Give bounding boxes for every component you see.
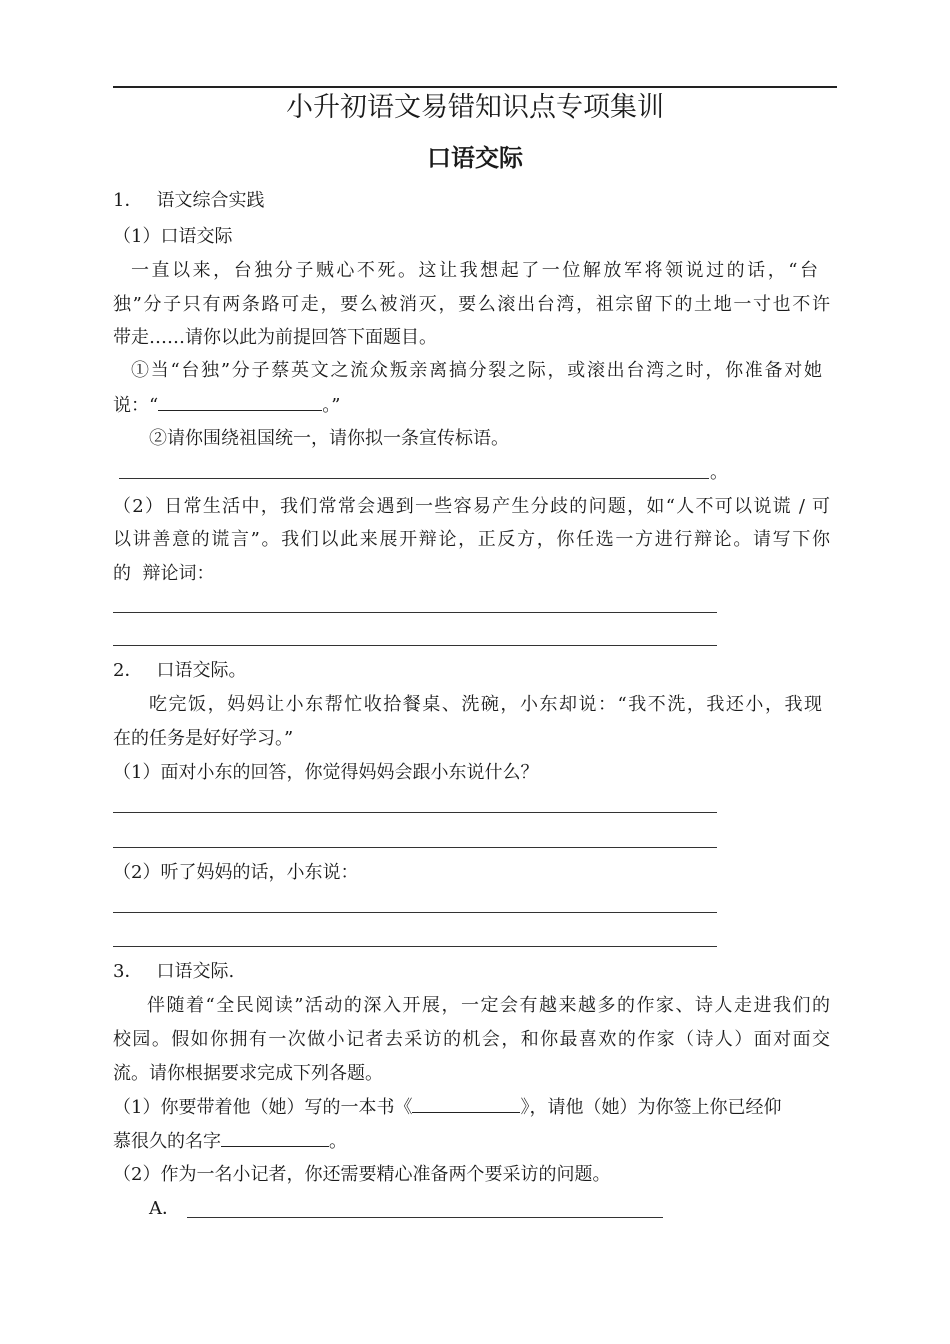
q3-passage-line-3: 流。请你根据要求完成下列各题。 — [113, 1063, 383, 1084]
q3-title — [113, 959, 234, 985]
q1-item1-line-1: ①当“台独”分子蔡英文之流众叛亲离搞分裂之际，或滚出台湾之时，你准备对她 — [131, 360, 822, 381]
q1-part1-label: （1）口语交际 — [113, 226, 233, 247]
q1-title — [113, 188, 264, 214]
q2-part1-answer-line-2[interactable] — [113, 847, 717, 848]
q2-part1: （1）面对小东的回答，你觉得妈妈会跟小东说什么？ — [113, 762, 539, 783]
q3-option-a-answer-line[interactable] — [187, 1217, 663, 1218]
q3-number: 3． — [113, 961, 143, 982]
q1-number: 1． — [113, 190, 143, 211]
q1-part2-line-1: （2）日常生活中，我们常常会遇到一些容易产生分歧的问题，如“人不可以说谎 / 可 — [113, 496, 830, 517]
q2-number: 2． — [113, 660, 143, 681]
q1-passage-line-1: 一直以来，台独分子贼心不死。这让我想起了一位解放军将领说过的话，“台 — [131, 260, 818, 281]
header-rule — [113, 86, 837, 88]
q1-item2-end: 。 — [710, 462, 728, 483]
q2-part2-answer-line-2[interactable] — [113, 946, 717, 947]
q1-passage-line-3: 带走……请你以此为前提回答下面题目。 — [113, 327, 437, 348]
q3-part2: （2）作为一名小记者，你还需要精心准备两个要采访的问题。 — [113, 1164, 611, 1185]
q3-name-blank[interactable] — [221, 1128, 329, 1147]
q3-part1-line-1: （1）你要带着他（她）写的一本书《 》，请他（她）为你签上你已经仰 — [113, 1094, 781, 1121]
page-title: 小升初语文易错知识点专项集训 — [286, 92, 664, 123]
q3-heading: 口语交际. — [156, 961, 235, 982]
q2-heading: 口语交际。 — [156, 660, 247, 681]
q1-part2-line-3: 的 辩论词： — [113, 563, 215, 584]
q1-answer-line-1[interactable] — [113, 612, 717, 613]
page-subtitle: 口语交际 — [427, 144, 523, 172]
q3-option-a-label: A． — [149, 1198, 180, 1219]
q1-answer-line-2[interactable] — [113, 645, 717, 646]
q1-item2: ②请你围绕祖国统一，请你拟一条宣传标语。 — [149, 428, 509, 449]
q2-title — [113, 658, 246, 684]
q1-item1-line-2: 说：“ 。” — [113, 392, 340, 419]
q1-passage-line-2: 独”分子只有两条路可走，要么被消灭，要么滚出台湾，祖宗留下的土地一寸也不许 — [113, 294, 830, 315]
q2-passage-line-2: 在的任务是好好学习。” — [113, 728, 294, 749]
q1-heading: 语文综合实践 — [156, 190, 265, 211]
q2-part2: （2）听了妈妈的话，小东说： — [113, 862, 359, 883]
q2-passage-line-1: 吃完饭，妈妈让小东帮忙收拾餐桌、洗碗，小东却说：“我不洗，我还小，我现 — [149, 694, 822, 715]
q1-part2-line-2: 以讲善意的谎言”。我们以此来展开辩论，正反方，你任选一方进行辩论。请写下你 — [113, 529, 830, 550]
q1-item2-answer-line[interactable] — [119, 478, 709, 479]
q2-part2-answer-line-1[interactable] — [113, 912, 717, 913]
q3-passage-line-1: 伴随着“全民阅读”活动的深入开展，一定会有越来越多的作家、诗人走进我们的 — [147, 995, 830, 1016]
q2-part1-answer-line-1[interactable] — [113, 812, 717, 813]
q1-item1-blank[interactable] — [158, 392, 322, 411]
q3-book-title-blank[interactable] — [412, 1094, 520, 1113]
q3-part1-line-2: 慕很久的名字 。 — [113, 1128, 347, 1155]
q3-passage-line-2: 校园。假如你拥有一次做小记者去采访的机会，和你最喜欢的作家（诗人）面对面交 — [113, 1029, 830, 1050]
